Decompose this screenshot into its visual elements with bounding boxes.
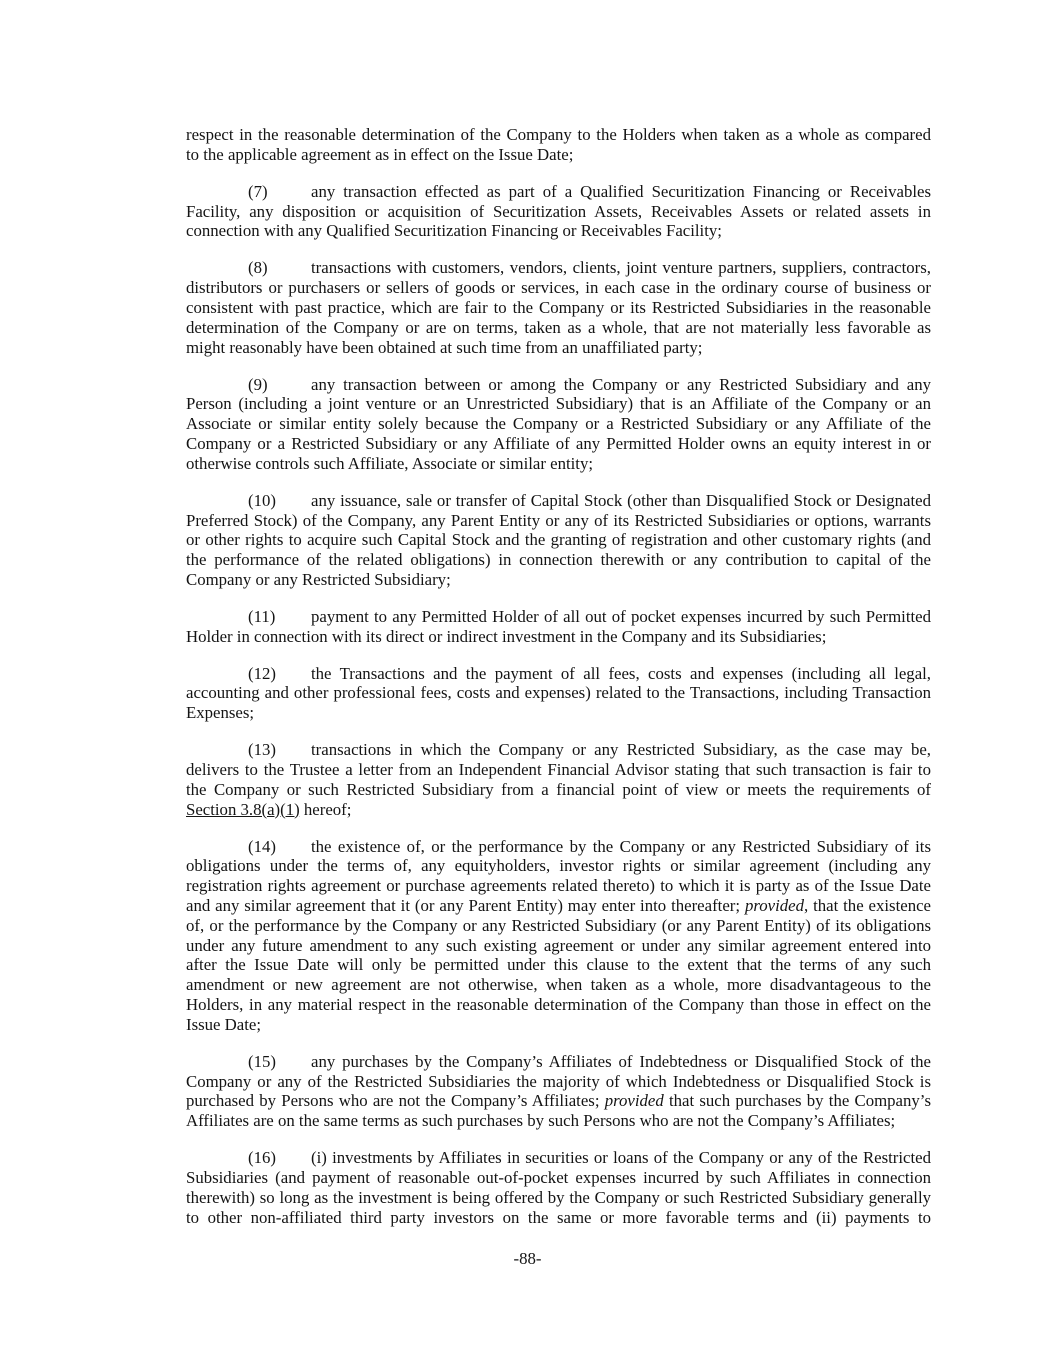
text-line (186, 664, 931, 684)
italic-term: provided (744, 896, 804, 915)
text-line: Facility, any disposition or acquisition of Securitization Assets, Receivables Assets or related assets in (186, 201, 931, 221)
paragraph-number: (10) (248, 490, 276, 510)
text-line: Holders, in any material respect in the reasonable determination of the Company than those in effect on the (186, 994, 931, 1014)
text-line: Company or any Restricted Subsidiary; (186, 569, 451, 589)
page-number: -88- (513, 1249, 542, 1268)
text-line: or other rights to acquire such Capital Stock and the granting of registration and other customary rights (and (186, 530, 931, 550)
text-line (186, 1091, 931, 1111)
paragraph-number: (9) (248, 374, 268, 394)
paragraph-8 (186, 258, 931, 357)
text-line: Subsidiaries (and payment of reasonable out-of-pocket expenses incurred by such Affiliates in connection (186, 1167, 931, 1187)
text-line (186, 1052, 931, 1072)
text-line: Company or any of the Restricted Subsidiaries the majority of which Indebtedness or Disqualified Stock is (186, 1071, 931, 1091)
paragraph-number: (12) (248, 663, 276, 683)
document-body (186, 125, 931, 1245)
text-line (186, 491, 931, 511)
text-line: to other non-affiliated third party investors on the same or more favorable terms and (ii) payments to (186, 1207, 931, 1227)
text-line-content: the Transactions and the payment of all fees, costs and expenses (including all legal, (311, 663, 931, 683)
text-line: Preferred Stock) of the Company, any Parent Entity or any of its Restricted Subsidiaries or options, warrants (186, 510, 931, 530)
paragraph-16 (186, 1148, 931, 1227)
paragraph-number: (15) (248, 1051, 276, 1071)
text-line: consistent with past practice, which are fair to the Company or its Restricted Subsidiaries in the reasonable (186, 297, 931, 317)
text-line (186, 1148, 931, 1168)
text-line-content: purchased by Persons who are not the Company’s Affiliates; (186, 1091, 605, 1111)
paragraph-13 (186, 740, 931, 819)
text-line: to the applicable agreement as in effect on the Issue Date; (186, 144, 574, 164)
text-line: the performance of the related obligations) in connection therewith or any contribution to capital of the (186, 550, 931, 570)
text-line: accounting and other professional fees, costs and expenses) related to the Transactions, including Transaction (186, 683, 931, 703)
text-line-content: that such purchases by the Company’s (663, 1091, 931, 1111)
text-line: might reasonably have been obtained at such time from an unaffiliated party; (186, 337, 703, 357)
paragraph-number: (11) (248, 606, 276, 626)
text-line: connection with any Qualified Securitization Financing or Receivables Facility; (186, 221, 722, 241)
text-line (186, 375, 931, 395)
text-line (186, 182, 931, 202)
text-line: of, or the performance by the Company or any Restricted Subsidiary (or any Parent Entity) of its obligations (186, 915, 931, 935)
text-line: registration rights agreement or purchase agreements related thereto) to which it is party as of the Issue Date (186, 876, 931, 896)
text-line (186, 896, 931, 916)
paragraph-10 (186, 491, 931, 590)
text-line-content: transactions in which the Company or any Restricted Subsidiary, as the case may be, (311, 740, 931, 760)
text-line-content: payment to any Permitted Holder of all out of pocket expenses incurred by such Permitted (311, 606, 931, 626)
text-line: amendment or new agreement are not otherwise, when taken as a whole, more disadvantageous to the (186, 975, 931, 995)
text-line (186, 607, 931, 627)
text-line-content: any issuance, sale or transfer of Capital Stock (other than Disqualified Stock or Designated (311, 490, 931, 510)
paragraph-15 (186, 1052, 931, 1131)
text-line: respect in the reasonable determination of the Company to the Holders when taken as a whole as compared (186, 125, 931, 144)
paragraph-7 (186, 182, 931, 241)
text-line: Affiliates are on the same terms as such purchases by such Persons who are not the Company’s Affiliates; (186, 1111, 896, 1131)
text-line-content: any purchases by the Company’s Affiliates of Indebtedness or Disqualified Stock of the (311, 1051, 931, 1071)
text-line: after the Issue Date will only be permitted under this clause to the extent that the terms of any such (186, 955, 931, 975)
text-line: Holder in connection with its direct or indirect investment in the Company and its Subsidiaries; (186, 626, 827, 646)
text-line-content: hereof; (299, 799, 352, 819)
text-line-content: the existence of, or the performance by the Company or any Restricted Subsidiary of its (311, 836, 931, 856)
paragraph-number: (14) (248, 836, 276, 856)
paragraph-number: (16) (248, 1148, 276, 1168)
text-line-content: , that the existence (803, 896, 931, 915)
paragraph-12 (186, 664, 931, 723)
text-line: therewith) so long as the investment is being offered by the Company or such Restricted Subsidiary generally (186, 1187, 931, 1207)
text-line: otherwise controls such Affiliate, Associate or similar entity; (186, 453, 594, 473)
text-line: Issue Date; (186, 1014, 262, 1034)
text-line: Associate or similar entity solely because the Company or a Restricted Subsidiary or any Affiliate of the (186, 414, 931, 434)
text-line (186, 740, 931, 760)
text-line-content: (i) investments by Affiliates in securities or loans of the Company or any of the Restricted (311, 1148, 931, 1168)
text-line (186, 800, 931, 820)
text-line: under any future amendment to any such existing agreement or under any similar agreement entered into (186, 935, 931, 955)
text-line-content: any transaction effected as part of a Qualified Securitization Financing or Receivables (311, 181, 931, 201)
text-line: Company or a Restricted Subsidiary or any Affiliate of any Permitted Holder owns an equity interest in or (186, 433, 931, 453)
text-line: Person (including a joint venture or an Unrestricted Subsidiary) that is an Affiliate of the Company or an (186, 394, 931, 414)
paragraph-9 (186, 375, 931, 474)
paragraph-continuation (186, 125, 931, 165)
text-line: delivers to the Trustee a letter from an Independent Financial Advisor stating that such transaction is fair to (186, 760, 931, 780)
text-line-content: any transaction between or among the Company or any Restricted Subsidiary and any (311, 374, 931, 394)
text-line: Expenses; (186, 703, 255, 723)
text-line: determination of the Company or are on terms, taken as a whole, that are not materially less favorable as (186, 317, 931, 337)
paragraph-number: (13) (248, 740, 276, 760)
text-line: obligations under the terms of, any equityholders, investor rights or similar agreement (including any (186, 856, 931, 876)
italic-term: provided (604, 1091, 664, 1111)
text-line: the Company or such Restricted Subsidiary from a financial point of view or meets the requirements of (186, 779, 931, 799)
text-line (186, 258, 931, 278)
text-line (186, 837, 931, 857)
text-line-content: and any similar agreement that it (or any Parent Entity) may enter into thereafter; (186, 896, 745, 915)
paragraph-11 (186, 607, 931, 647)
section-reference: Section 3.8(a)(1) (186, 799, 300, 819)
text-line: distributors or purchasers or sellers of goods or services, in each case in the ordinary course of business or (186, 278, 931, 298)
paragraph-number: (8) (248, 258, 268, 278)
text-line-content: transactions with customers, vendors, clients, joint venture partners, suppliers, contractors, (311, 258, 931, 278)
paragraph-number: (7) (248, 181, 268, 201)
paragraph-14 (186, 837, 931, 1035)
